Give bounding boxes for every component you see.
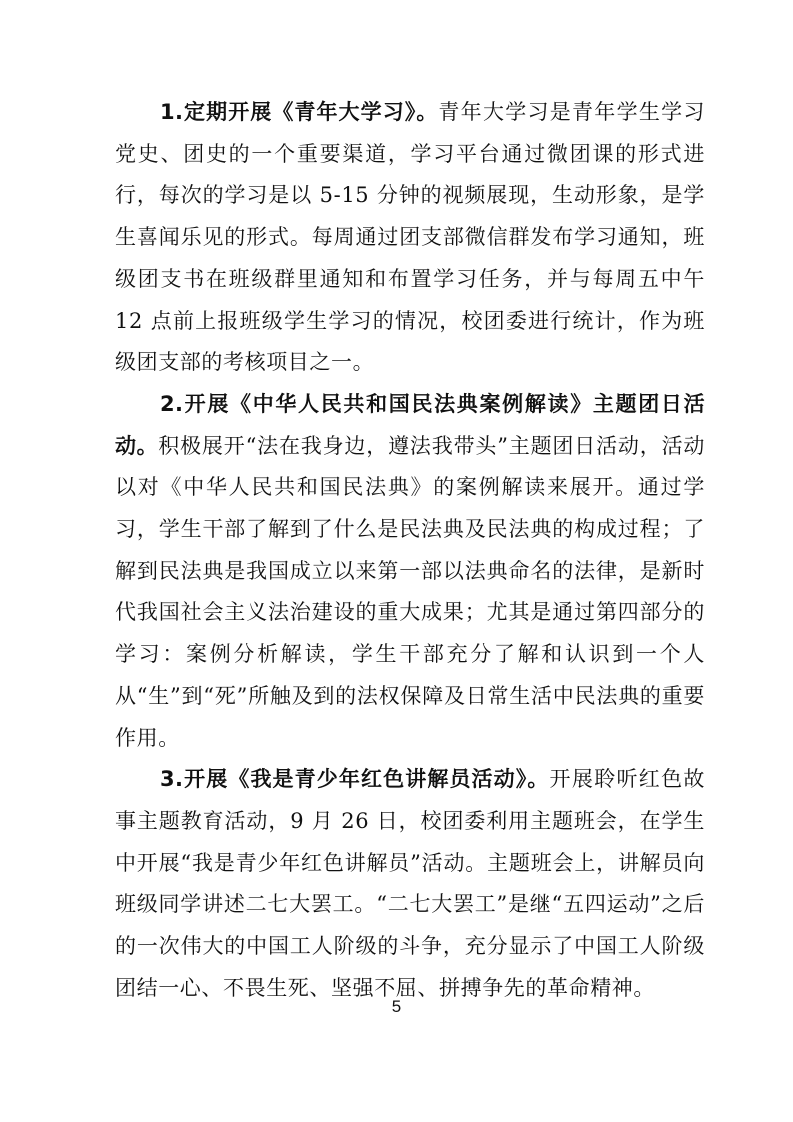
paragraph-1-body: 青年大学习是青年学生学习党史、团史的一个重要渠道，学习平台通过微团课的形式进行，每次的学习是以 5-15 分钟的视频展现，生动形象，是学生喜闻乐见的形式。每周通过团支部微信群发布学习通知，班级团支书在班级群里通知和布置学习任务，并与每周五中午 12 点前上报班级学生学习的情况，校团委进行统计，作为班级团支部的考核项目之一。: [115, 100, 705, 375]
paragraph-2: [115, 384, 705, 759]
paragraph-2-body: 积极展开“法在我身边，遵法我带头”主题团日活动，活动以对《中华人民共和国民法典》的案例解读来展开。通过学习，学生干部了解到了什么是民法典及民法典的构成过程；了解到民法典是我国成立以来第一部以法典命名的法律，是新时代我国社会主义法治建设的重大成果；尤其是通过第四部分的学习：案例分析解读，学生干部充分了解和认识到一个人从“生”到“死”所触及到的法权保障及日常生活中民法典的重要作用。: [115, 433, 705, 750]
paragraph-3: [115, 759, 705, 1009]
paragraph-3-heading: 3.开展《我是青少年红色讲解员活动》。: [160, 767, 550, 792]
paragraph-2-heading: 2.开展《中华人民共和国民法典案例解读》主题团日活动。: [115, 391, 705, 458]
paragraph-1-heading: 1.定期开展《青年大学习》。: [160, 100, 439, 124]
page-number: 5: [391, 997, 402, 1016]
document-body: [115, 92, 705, 1009]
paragraph-1: [115, 92, 705, 384]
paragraph-3-body: 开展聆听红色故事主题教育活动，9 月 26 日，校团委利用主题班会，在学生中开展“我是青少年红色讲解员”活动。主题班会上，讲解员向班级同学讲述二七大罢工。“二七大罢工”是继“五四运动”之后的一次伟大的中国工人阶级的斗争，充分显示了中国工人阶级团结一心、不畏生死、坚强不屈、拼搏争先的革命精神。: [115, 767, 705, 1000]
